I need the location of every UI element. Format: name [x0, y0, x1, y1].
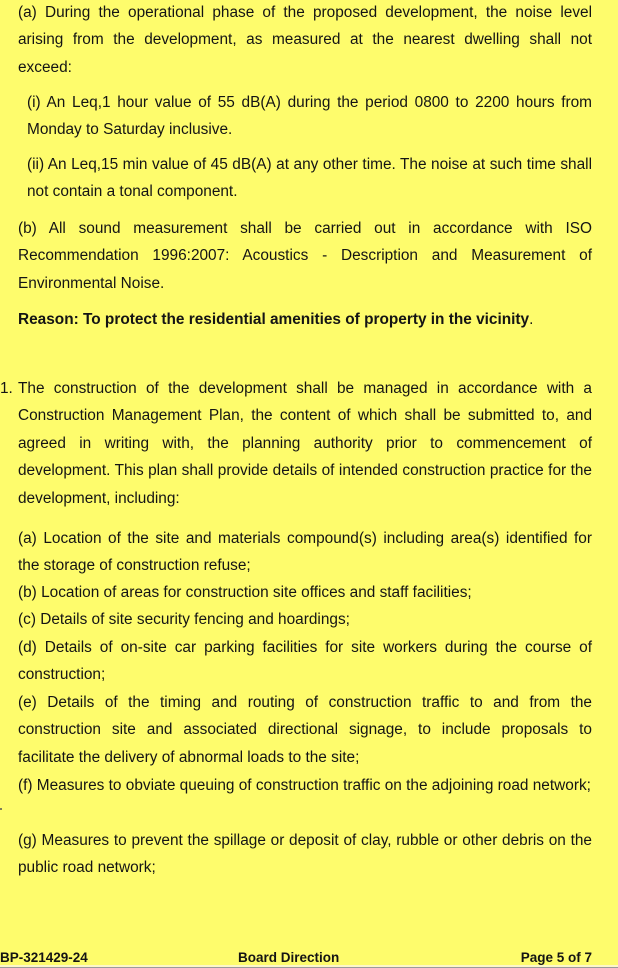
condition-11	[0, 375, 600, 512]
footer-page-number: Page 5 of 7	[520, 950, 592, 965]
condition-number: 1.	[0, 380, 13, 397]
footer-title: Board Direction	[238, 950, 340, 965]
margin-mark	[0, 808, 2, 810]
reason-text: Reason: To protect the residential amenities of property in the vicinity	[18, 311, 530, 328]
list-item-g: (g) Measures to prevent the spillage or deposit of clay, rubble or other debris on the public road network;	[18, 832, 592, 877]
noise-condition-a: (a) During the operational phase of the proposed development, the noise level arising from the development, as measured at the nearest dwelling shall not exceed:	[18, 4, 592, 76]
list-item-b: (b) Location of areas for construction site offices and staff facilities;	[18, 584, 472, 601]
list-item-f: (f) Measures to obviate queuing of construction traffic on the adjoining road network;	[18, 777, 591, 794]
reason-period: .	[529, 311, 534, 328]
list-item-d: (d) Details of on-site car parking facilities for site workers during the course of construction;	[18, 639, 592, 684]
list-item-a: (a) Location of the site and materials compound(s) including area(s) identified for the storage of construction refuse;	[18, 530, 592, 575]
footer-reference: BP-321429-24	[0, 950, 88, 965]
list-item-c: (c) Details of site security fencing and hoardings;	[18, 611, 350, 628]
condition-body: The construction of the development shall be managed in accordance with a Construction Management Plan, the content of which shall be submitted to, and agreed in writing with, the planning authority prior to commencement of development. This plan shall provide details of intended construction practice for the development, including:	[18, 380, 592, 507]
list-item-e: (e) Details of the timing and routing of construction traffic to and from the construction site and associated directional signage, to include proposals to facilitate the delivery of abnormal loads to the site;	[18, 694, 592, 766]
reason-statement	[18, 306, 592, 333]
noise-condition-ii: (ii) An Leq,15 min value of 45 dB(A) at any other time. The noise at such time shall not contain a tonal component.	[27, 156, 592, 201]
noise-condition-i: (i) An Leq,1 hour value of 55 dB(A) during the period 0800 to 2200 hours from Monday to Saturday inclusive.	[27, 94, 592, 139]
noise-condition-b: (b) All sound measurement shall be carried out in accordance with ISO Recommendation 1996:2007: Acoustics - Description and Measurement of Environmental Noise.	[18, 220, 592, 292]
